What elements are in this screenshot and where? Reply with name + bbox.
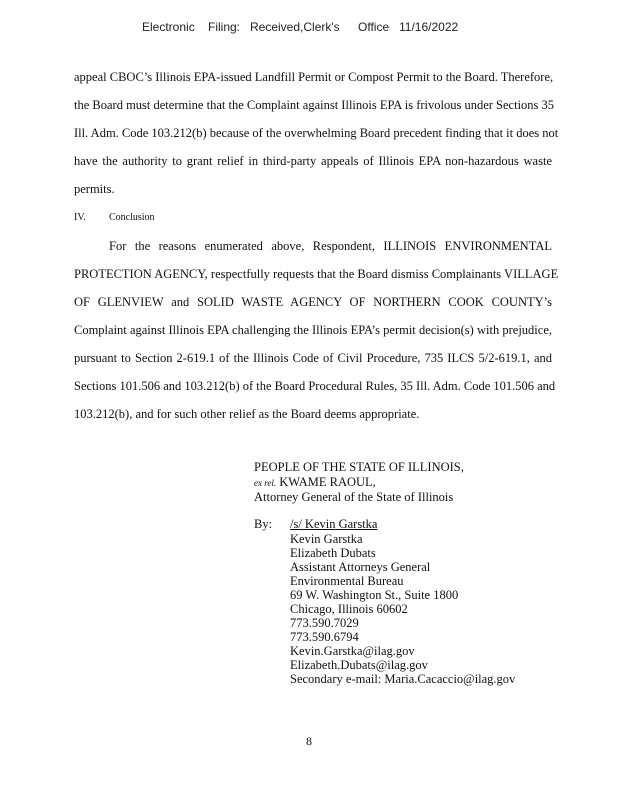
paragraph-line: pursuant to Section 2-619.1 of the Illinois Code of Civil Procedure, 735 ILCS 5/2-619.1, and <box>74 351 552 365</box>
paragraph-line: 103.212(b), and for such other relief as the Board deems appropriate. <box>74 407 420 421</box>
paragraph-line: Ill. Adm. Code 103.212(b) because of the overwhelming Board precedent finding that it does not <box>74 126 559 140</box>
attorney-general-title: Attorney General of the State of Illinois <box>254 490 454 504</box>
signature-line: /s/ Kevin Garstka <box>290 517 378 531</box>
email-1: Kevin.Garstka@ilag.gov <box>290 644 415 658</box>
paragraph-line: permits. <box>74 182 115 196</box>
paragraph-line: have the authority to grant relief in third-party appeals of Illinois EPA non-hazardous waste <box>74 154 552 168</box>
party-name: PEOPLE OF THE STATE OF ILLINOIS, <box>254 460 464 474</box>
signer-name-1: Kevin Garstka <box>290 532 363 546</box>
ex-rel-label: ex rel. <box>254 478 277 488</box>
header-office: Office <box>358 20 390 34</box>
ex-rel-line <box>254 475 376 490</box>
phone-2: 773.590.6794 <box>290 630 359 644</box>
header-received: Received,Clerk's <box>250 20 340 34</box>
header-filing: Filing: <box>208 20 241 34</box>
attorney-general-name: KWAME RAOUL, <box>279 475 376 489</box>
paragraph-line: OF GLENVIEW and SOLID WASTE AGENCY OF NORTHERN COOK COUNTY’s <box>74 295 552 309</box>
phone-1: 773.590.7029 <box>290 616 359 630</box>
city-address: Chicago, Illinois 60602 <box>290 602 408 616</box>
email-2: Elizabeth.Dubats@ilag.gov <box>290 658 428 672</box>
paragraph-line: Sections 101.506 and 103.212(b) of the Board Procedural Rules, 35 Ill. Adm. Code 101.506 and <box>74 379 556 393</box>
by-label: By: <box>254 517 273 531</box>
paragraph-line: PROTECTION AGENCY, respectfully requests that the Board dismiss Complainants VILLAGE <box>74 267 559 281</box>
header-electronic: Electronic <box>142 20 195 34</box>
section-title: Conclusion <box>109 212 155 223</box>
page-number: 8 <box>306 734 312 748</box>
bureau: Environmental Bureau <box>290 574 404 588</box>
header-date: 11/16/2022 <box>399 20 459 34</box>
paragraph-line: For the reasons enumerated above, Respondent, ILLINOIS ENVIRONMENTAL <box>109 239 552 253</box>
signer-title: Assistant Attorneys General <box>290 560 431 574</box>
paragraph-line: Complaint against Illinois EPA challenging the Illinois EPA’s permit decision(s) with prejudice, <box>74 323 552 337</box>
paragraph-line: the Board must determine that the Complaint against Illinois EPA is frivolous under Sections 35 <box>74 98 555 112</box>
secondary-email: Secondary e-mail: Maria.Cacaccio@ilag.gov <box>290 672 516 686</box>
street-address: 69 W. Washington St., Suite 1800 <box>290 588 459 602</box>
section-number: IV. <box>74 212 86 223</box>
signer-name-2: Elizabeth Dubats <box>290 546 376 560</box>
paragraph-line: appeal CBOC’s Illinois EPA-issued Landfill Permit or Compost Permit to the Board. Therefore, <box>74 70 554 84</box>
